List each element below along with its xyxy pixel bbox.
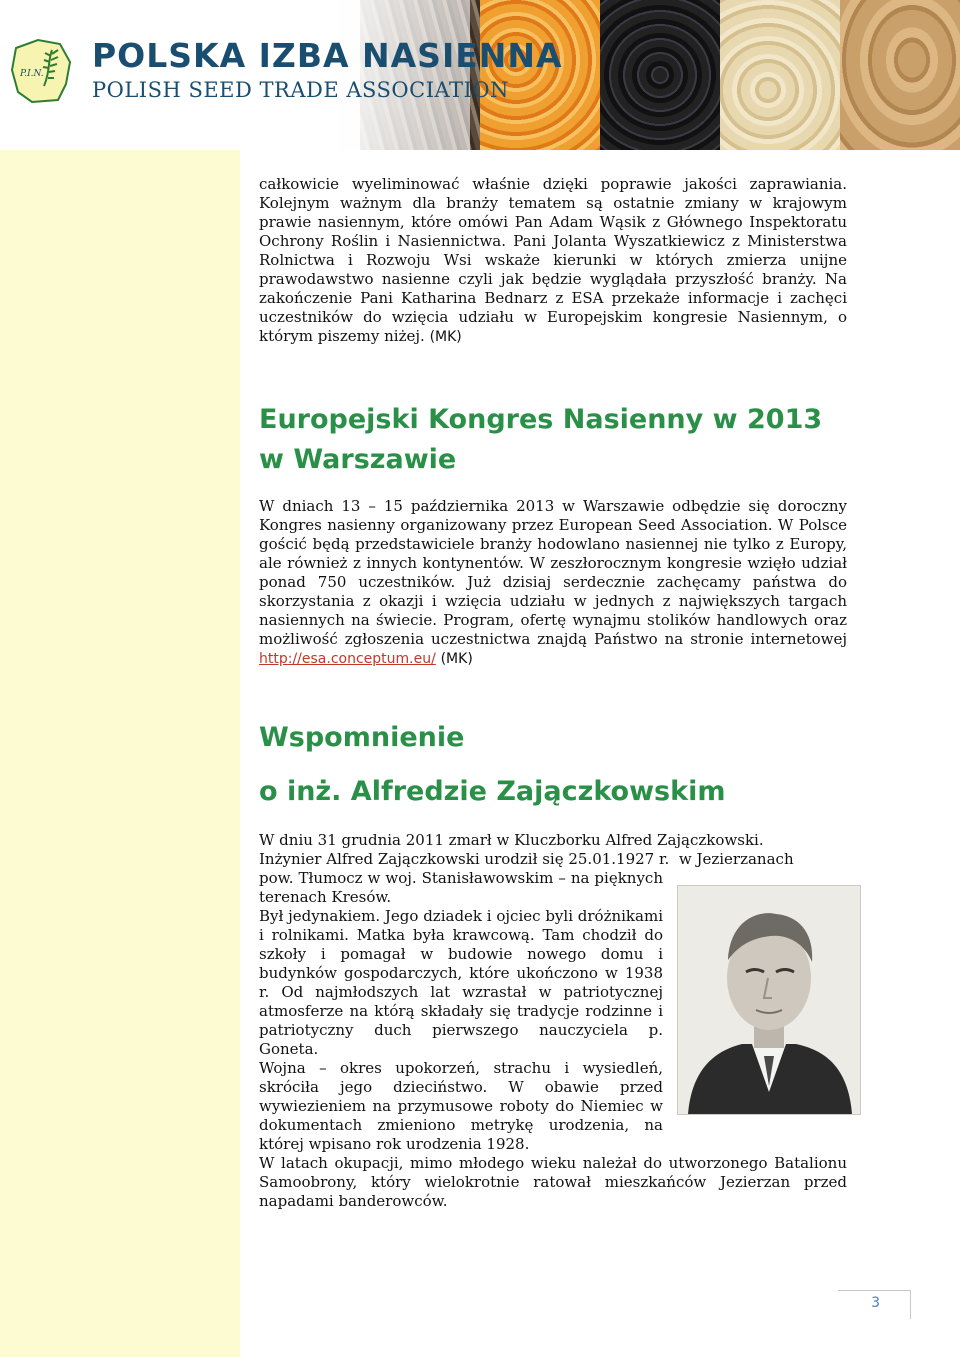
brand-title: POLSKA IZBA NASIENNA — [92, 36, 563, 75]
memorial-paragraph-2a — [259, 850, 847, 869]
congress-text: W dniach 13 – 15 października 2013 w Warszawie odbędzie się doroczny Kongres nasienny organizowany przez European Seed Association. W Polsce gościć będą przedstawiciele branży hodowlano nasiennej nie tylko z Europy, ale również z innych kontynentów. W zeszłorocznym kongresie wzięło udział ponad 750 uczestników. Już dzisiaj serdecznie zachęcamy państwa do skorzystania z okazji i wzięcia udziału w jednych z największych targach nasiennych na świecie. Program, ofertę wynajmu stolików handlowych oraz możliwość zgłoszenia uczestnictwa znajdą Państwo na stronie internetowej — [259, 497, 847, 648]
memorial-heading-line2: o inż. Alfredzie Zajączkowskim — [259, 776, 726, 807]
seed-photo-black-seeds — [600, 0, 720, 150]
memorial-p2c-wrap — [259, 869, 663, 907]
pin-logo-icon — [8, 36, 74, 106]
esa-website-link[interactable]: http://esa.conceptum.eu/ — [259, 651, 436, 667]
memorial-birthplace-text: w Jezierzanach — [678, 850, 794, 868]
intro-signature: (MK) — [429, 329, 462, 345]
congress-paragraph — [259, 497, 847, 669]
memorial-heading-2-wrap — [259, 772, 847, 812]
intro-paragraph — [259, 175, 847, 347]
congress-section — [259, 400, 847, 480]
memorial-paragraph-3: Był jedynakiem. Jego dziadek i ojciec byli dróżnikami i rolnikami. Matka była krawcową. Tam chodził do szkoły i pomagał w budowie nowego domu i budynków gospodarczych, które ukończono w 1938 r. Od najmłodszych lat wzrastał w patriotycznej atmosferze na którą składały się tradycje rodzinne i patriotyczny duch pierwszego nauczyciela p. Goneta. — [259, 907, 663, 1058]
memorial-paragraph-4: Wojna – okres upokorzeń, strachu i wysiedleń, skróciła jego dzieciństwo. W obawie przed wywiezieniem na przymusowe roboty do Niemiec w dokumentach zmieniono metrykę urodzenia, na której wpisano rok urodzenia 1928. — [259, 1059, 663, 1153]
brand-subtitle: POLISH SEED TRADE ASSOCIATION — [92, 78, 509, 102]
seed-photo-potatoes — [840, 0, 960, 150]
congress-body — [259, 497, 847, 669]
intro-text: całkowicie wyeliminować właśnie dzięki poprawie jakości zaprawiania. Kolejnym ważnym dla branży tematem są ostatnie zmiany w krajowym prawie nasiennym, które omówi Pan Adam Wąsik z Głównego Inspektoratu Ochrony Roślin i Nasiennictwa. Pani Jolanta Wyszatkiewicz z Ministerstwa Rolnictwa i Rozwoju Wsi wskaże kierunki w których zmierza unijne prawodawstwo nasienne czyli jak będzie wyglądała przyszłość branży. Na zakończenie Pani Katharina Bednarz z ESA przekaże informacje i zachęci uczestników do wzięcia udziału w Europejskim kongresie Nasiennym, o którym piszemy niżej. — [259, 175, 847, 345]
memorial-p3-wrap — [259, 907, 663, 1059]
logo-text: P.I.N. — [20, 69, 44, 79]
seed-photo-corn — [480, 0, 600, 150]
memorial-paragraph-5: W latach okupacji, mimo młodego wieku należał do utworzonego Batalionu Samoobrony, który wielokrotnie ratował mieszkańców Jezierzan przed napadami banderowców. — [259, 1154, 847, 1210]
memorial-birth-text: Inżynier Alfred Zajączkowski urodził się 25.01.1927 r. — [259, 850, 670, 868]
congress-signature: (MK) — [440, 651, 473, 667]
memorial-heading-line1: Wspomnienie — [259, 722, 465, 753]
memorial-paragraph-1: W dniu 31 grudnia 2011 zmarł w Kluczborku Alfred Zajączkowski. — [259, 831, 764, 849]
left-sidebar-band — [0, 150, 240, 1357]
seed-photo-peas — [720, 0, 840, 150]
memorial-heading-1-wrap — [259, 718, 847, 758]
memorial-p4-wrap — [259, 1059, 663, 1154]
page-number-box — [838, 1290, 911, 1319]
portrait-photo — [677, 885, 861, 1115]
memorial-p5-wrap — [259, 1154, 847, 1211]
page-number: 3 — [871, 1295, 880, 1311]
memorial-paragraph-2b: pow. Tłumocz w woj. Stanisławowskim – na pięknych terenach Kresów. — [259, 869, 663, 906]
intro-section — [259, 175, 847, 347]
memorial-p1-wrap — [259, 831, 847, 850]
portrait-person-icon — [678, 886, 860, 1114]
header-banner — [0, 0, 960, 150]
memorial-p2-wrap — [259, 850, 847, 869]
congress-heading: Europejski Kongres Nasienny w 2013 w Warszawie — [259, 404, 823, 475]
